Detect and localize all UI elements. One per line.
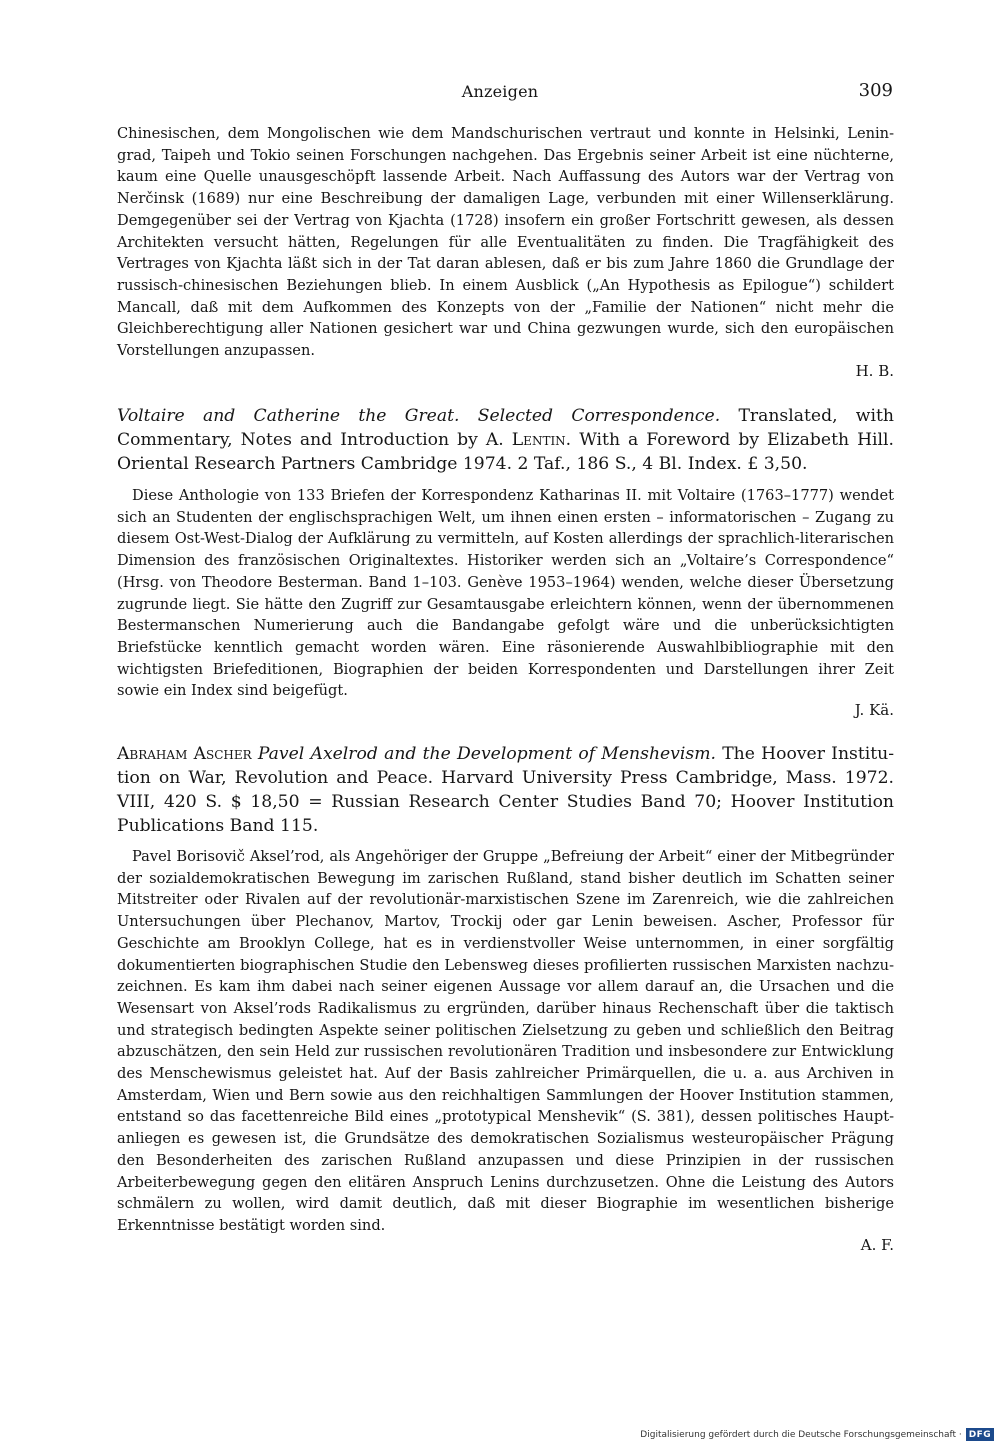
- page-number: 309: [858, 80, 893, 101]
- review-3-signature: A. F.: [860, 1236, 894, 1254]
- review-3-book-title: Pavel Axelrod and the Development of Menshevism.: [257, 744, 716, 764]
- review-2-title-details: With a Foreword by Elizabeth Hill. Oriental Research Partners Cambridge 1974. 2 Taf., 186 S., 4 Bl. Index. £ 3,50.: [117, 430, 895, 474]
- review-2-body-block: [117, 485, 894, 702]
- footer-credit: Digitalisierung gefördert durch die Deutsche Forschungsgemeinschaft ·: [640, 1429, 962, 1440]
- digitization-footer: [607, 1425, 1000, 1444]
- review-3-title-details: The Hoover Institution on War, Revolution and Peace. Harvard University Press Cambridge, Mass. 1972. VIII, 420 S. $ 18,50 = Russian Research Center Studies Band 70; Hoover Institution Publications Band 115.: [117, 744, 895, 836]
- review-1-body-block: [117, 123, 894, 362]
- review-2-body: Diese Anthologie von 133 Briefen der Korrespondenz Katharinas II. mit Voltaire (1763–1777) wendet sich an Studenten der englischsprachigen Welt, um ihnen einen ersten – informatorischen – Zugang zu diesem Ost-West-Dialog der Aufklärung zu vermitteln, auf Kosten allerdings der sprachlich-literarischen Dimension des französischen Originaltextes. Historiker werden sich an „Voltaire’s Correspondence“ (Hrsg. von Theodore Besterman. Band 1–103. Genève 1953–1964) wenden, welche dieser Übersetzung zugrunde liegt. Sie hätte den Zugriff zur Gesamtausgabe erleichtern können, wenn der übernommenen Bestermanschen Numerierung auch die Bandangabe gefolgt wäre und die unberücksichtigten Briefstücke kenntlich gemacht worden wären. Eine räsonierende Auswahlbibliographie mit den wichtigsten Briefeditionen, Biographien der beiden Korrespondenten und Darstellungen ihrer Zeit sowie ein Index sind beigefügt.: [117, 487, 894, 700]
- review-3-heading: [117, 742, 894, 838]
- review-3-body: Pavel Borisovič Aksel’rod, als Angehöriger der Gruppe „Befreiung der Arbeit“ einer der Mitbegründer der sozialdemokratischen Bewegung im zarischen Rußland, stand bisher deutlich im Schatten seiner Mitstreiter oder Rivalen auf der revolutionär-marxistischen Szene im Zarenreich, wie die zahlreichen Untersuchungen über Plechanov, Martov, Trockij oder gar Lenin beweisen. Ascher, Professor für Geschichte am Brooklyn College, hat es in verdienstvoller Weise unternommen, in einer sorgfältig dokumentierten biographischen Studie den Lebensweg dieses profilierten russischen Marxisten nachzuzeichnen. Es kam ihm dabei nach seiner eigenen Aussage vor allem darauf an, die Ursachen und die Wesensart von Aksel’rods Radikalismus zu ergründen, darüber hinaus Rechenschaft über die taktisch und strategisch bedingten Aspekte seiner politischen Zielsetzung zu geben und schließlich den Beitrag abzuschätzen, den sein Held zur russischen revolutionären Tradition und insbesondere zur Entwicklung des Menschewismus geleistet hat. Auf der Basis zahlreicher Primärquellen, die u. a. aus Archiven in Amsterdam, Wien und Bern sowie aus den reichhaltigen Sammlungen der Hoover Institution stammen, entstand so das facettenreiche Bild eines „prototypical Menshevik“ (S. 381), dessen politisches Hauptanliegen es gewesen ist, die Grundsätze des demokratischen Sozialismus westeuropäischer Prägung den Besonderheiten des zarischen Rußland anzupassen und diese Prinzipien in der russischen Arbeiterbewegung gegen den elitären Anspruch Lenins durchzusetzen. Ohne die Leistung des Autors schmälern zu wollen, wird damit deutlich, daß mit dieser Biographie im wesentlichen bisherige Erkenntnisse bestätigt worden sind.: [117, 848, 894, 1234]
- review-2-signature: J. Kä.: [854, 701, 894, 719]
- review-2-title: [117, 404, 894, 476]
- dfg-logo-icon: DFG: [966, 1428, 994, 1441]
- review-3-signature-block: [117, 1234, 894, 1256]
- review-2-title-author: Lentin.: [511, 430, 572, 450]
- review-3-title: [117, 742, 894, 838]
- review-1-body: Chinesischen, dem Mongolischen wie dem Mandschurischen vertraut und konnte in Helsinki, Leningrad, Taipeh und Tokio seinen Forschungen nachgehen. Das Ergebnis seiner Arbeit ist eine nüchterne, kaum eine Quelle unausgeschöpft lassende Arbeit. Nach Auffassung des Autors war der Vertrag von Nerčinsk (1689) nur eine Beschreibung der damaligen Lage, verbunden mit einer Willenserklärung. Demgegenüber sei der Vertrag von Kjachta (1728) insofern ein großer Fortschritt gewesen, als dessen Architekten versucht hätten, Regelungen für alle Eventualitäten zu finden. Die Tragfähigkeit des Vertrages von Kjachta läßt sich in der Tat daran ablesen, daß er bis zum Jahre 1860 die Grundlage der russisch-chinesischen Beziehungen blieb. In einem Ausblick („An Hypothesis as Epilogue“) schildert Mancall, daß mit dem Aufkommen des Konzepts von der „Familie der Nationen“ nicht mehr die Gleichberechtigung aller Nationen gesichert war und China gezwungen wurde, sich den europäischen Vorstellungen anzupassen.: [117, 125, 894, 360]
- review-2-signature-block: [117, 699, 894, 721]
- review-1-signature-block: [117, 360, 894, 382]
- review-2-book-title: Voltaire and Catherine the Great. Selected Correspondence.: [117, 406, 721, 426]
- running-head: Anzeigen: [461, 82, 539, 101]
- review-2-title-translator: Translated, with Commentary, Notes and Introduction by A.: [117, 406, 894, 450]
- review-3-body-block: [117, 846, 894, 1237]
- review-1-signature: H. B.: [855, 362, 894, 380]
- review-3-author: Abraham Ascher: [117, 744, 252, 764]
- review-2-heading: [117, 404, 894, 476]
